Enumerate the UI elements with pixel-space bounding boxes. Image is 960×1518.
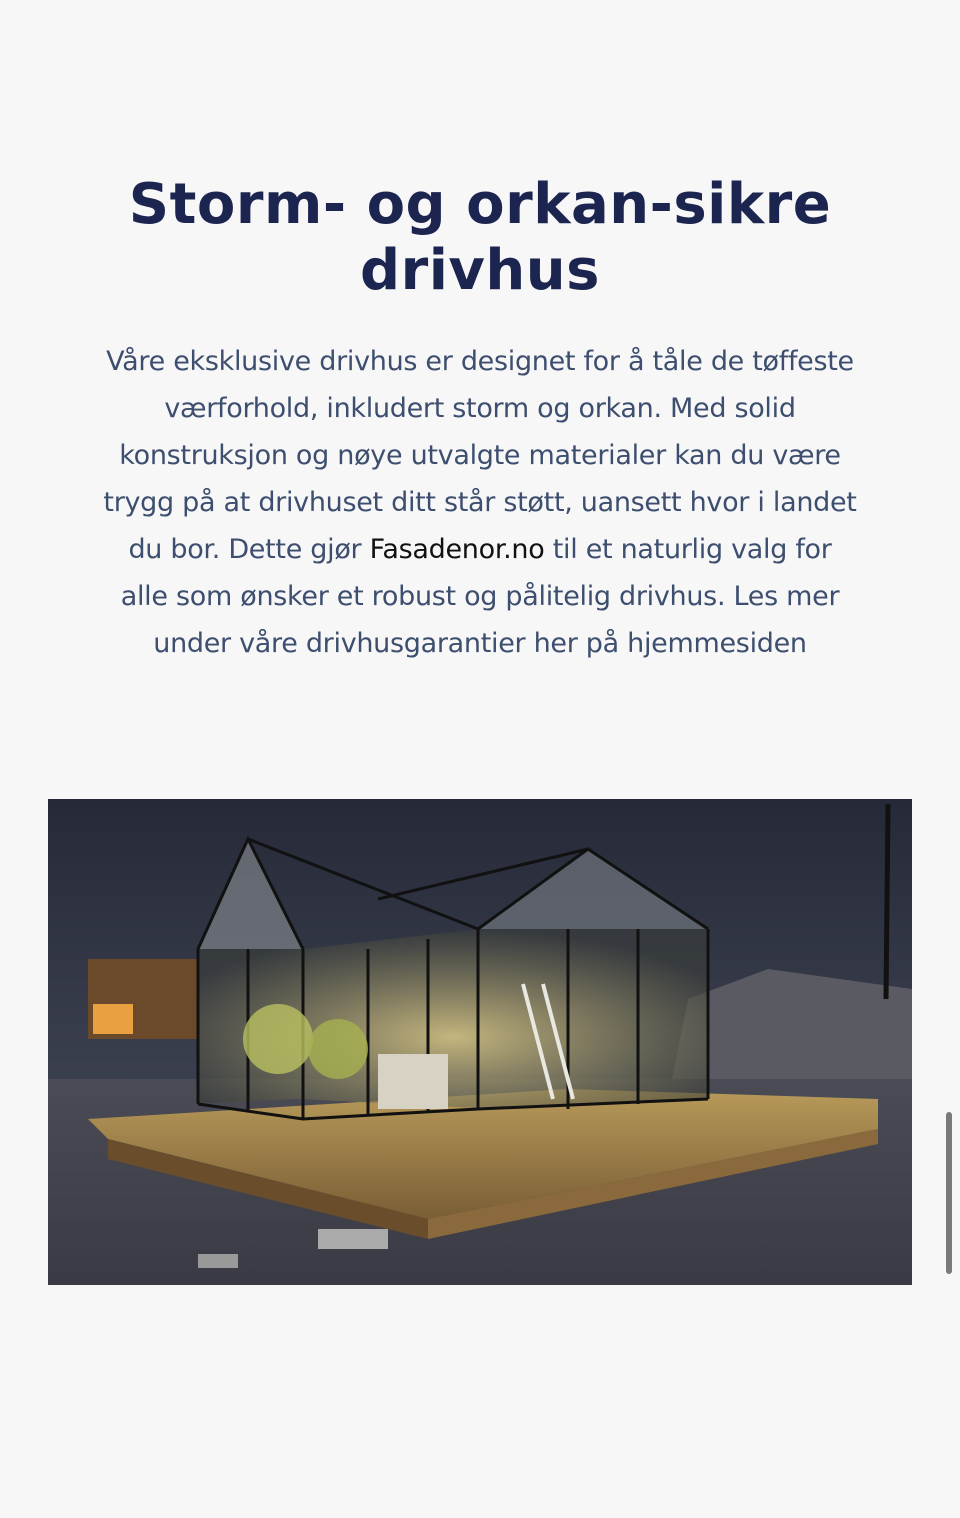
greenhouse-illustration: [48, 799, 912, 1285]
paragraph-text: til et naturlig valg for: [544, 534, 832, 565]
greenhouse-photo: [48, 799, 912, 1285]
title-line: Storm- og orkan-sikre: [128, 172, 832, 237]
paragraph-line: under våre drivhusgarantier her på hjemmesiden: [153, 628, 807, 659]
description-paragraph: [30, 338, 930, 667]
paragraph-line: trygg på at drivhuset ditt står støtt, uansett hvor i landet: [103, 487, 857, 518]
scrollbar-thumb[interactable]: [946, 1112, 952, 1274]
paragraph-line: konstruksjon og nøye utvalgte materialer kan du være: [119, 440, 841, 471]
fasadenor-link[interactable]: Fasadenor.no: [369, 534, 545, 565]
title-line: drivhus: [360, 238, 600, 303]
paragraph-text: du bor. Dette gjør: [128, 534, 370, 565]
paragraph-line: [30, 526, 930, 573]
paragraph-line: værforhold, inkludert storm og orkan. Med solid: [164, 393, 796, 424]
paragraph-line: alle som ønsker et robust og pålitelig drivhus. Les mer: [120, 581, 840, 612]
page-title: [0, 172, 960, 304]
paragraph-line: Våre eksklusive drivhus er designet for å tåle de tøffeste: [106, 346, 854, 377]
